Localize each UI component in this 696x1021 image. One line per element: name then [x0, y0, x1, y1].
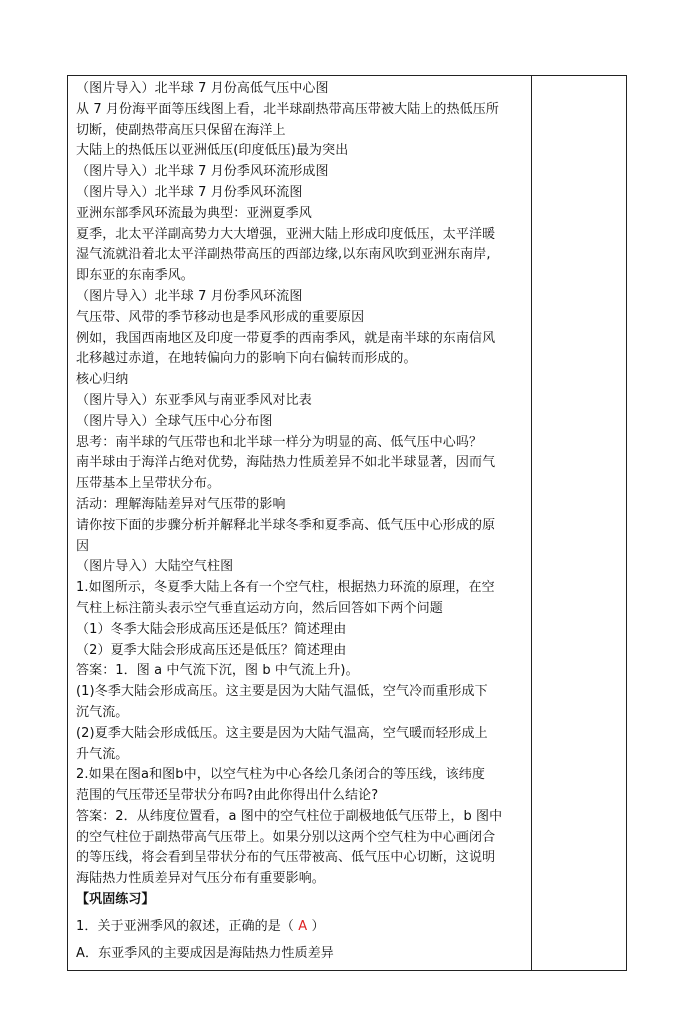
text-line: (1)冬季大陆会形成高压。这主要是因为大陆气温低，空气冷而重形成下 — [76, 684, 488, 700]
text-line: （2）夏季大陆会形成高压还是低压？简述理由 — [76, 642, 347, 658]
text-line: （图片导入）北半球 7 月份季风环流形成图 — [76, 164, 329, 180]
text-line: 南半球由于海洋占绝对优势，海陆热力性质差异不如北半球显著，因而气 — [76, 455, 496, 471]
text-line: 活动：理解海陆差异对气压带的影响 — [76, 496, 286, 512]
text-line: 核心归纳 — [76, 372, 129, 388]
text-line: 1.如图所示，冬夏季大陆上各有一个空气柱，根据热力环流的原理，在空 — [76, 580, 495, 596]
text-line: 大陆上的热低压以亚洲低压(印度低压)最为突出 — [76, 143, 349, 159]
text-line: 升气流。 — [76, 746, 129, 762]
text-line: 海陆热力性质差异对气压分布有重要影响。 — [76, 871, 325, 887]
text-line: 夏季，北太平洋副高势力大大增强，亚洲大陆上形成印度低压，太平洋暖 — [76, 226, 496, 242]
text-line: 范围的气压带还呈带状分布吗?由此你得出什么结论? — [76, 788, 379, 804]
question-1-prefix: 1．关于亚洲季风的叙述，正确的是（ — [76, 918, 299, 934]
text-line: 因 — [76, 538, 90, 554]
text-line: （图片导入）北半球 7 月份季风环流图 — [76, 288, 303, 304]
text-line: 压带基本上呈带状分布。 — [76, 476, 221, 492]
text-line: （图片导入）东亚季风与南亚季风对比表 — [76, 392, 312, 408]
text-line: （图片导入）大陆空气柱图 — [76, 559, 234, 575]
text-line: 请你按下面的步骤分析并解释北半球冬季和夏季高、低气压中心形成的原 — [76, 517, 496, 533]
text-line: 亚洲东部季风环流最为典型：亚洲夏季风 — [76, 205, 312, 221]
question-1-answer: A — [298, 918, 308, 934]
lesson-table — [67, 75, 627, 971]
text-line: 从 7 月份海平面等压线图上看，北半球副热带高压带被大陆上的热低压所 — [76, 101, 499, 117]
option-a: A．东亚季风的主要成因是海陆热力性质差异 — [76, 945, 334, 961]
column-divider — [531, 76, 532, 970]
text-line: （图片导入）北半球 7 月份高低气压中心图 — [76, 81, 329, 96]
text-line: 北移越过赤道，在地转偏向力的影响下向右偏转而形成的。 — [76, 351, 417, 367]
text-line: （1）冬季大陆会形成高压还是低压？简述理由 — [76, 621, 347, 637]
text-line: (2)夏季大陆会形成低压。这主要是因为大陆气温高，空气暖而轻形成上 — [76, 725, 488, 741]
text-line: 例如，我国西南地区及印度一带夏季的西南季风，就是南半球的东南信风 — [76, 330, 496, 346]
text-line: 即东亚的东南季风。 — [76, 268, 194, 284]
practice-heading: 【巩固练习】 — [76, 892, 155, 908]
text-line: （图片导入）全球气压中心分布图 — [76, 413, 273, 429]
text-line: 湿气流就沿着北太平洋副热带高压的西部边缘,以东南风吹到亚洲东南岸, — [76, 247, 491, 263]
text-line: 思考：南半球的气压带也和北半球一样分为明显的高、低气压中心吗？ — [76, 434, 483, 450]
text-line: 的等压线，将会看到呈带状分布的气压带被高、低气压中心切断，这说明 — [76, 850, 496, 866]
text-line: 答案：1．图 a 中气流下沉，图 b 中气流上升)。 — [76, 663, 359, 679]
text-line: 的空气柱位于副热带高气压带上。如果分别以这两个空气柱为中心画闭合 — [76, 829, 496, 845]
lesson-content — [76, 79, 526, 964]
text-line: 气压带、风带的季节移动也是季风形成的重要原因 — [76, 309, 365, 325]
question-1-suffix: ） — [307, 918, 325, 934]
text-line: 答案：2．从纬度位置看，a 图中的空气柱位于副极地低气压带上，b 图中 — [76, 808, 503, 824]
text-line: 2.如果在图a和图b中，以空气柱为中心各绘几条闭合的等压线，该纬度 — [76, 767, 485, 783]
text-line: 切断，使副热带高压只保留在海洋上 — [76, 122, 286, 138]
text-line: 气柱上标注箭头表示空气垂直运动方向，然后回答如下两个问题 — [76, 600, 443, 616]
text-line: （图片导入）北半球 7 月份季风环流图 — [76, 184, 303, 200]
text-line: 沉气流。 — [76, 704, 129, 720]
question-1 — [76, 917, 526, 938]
